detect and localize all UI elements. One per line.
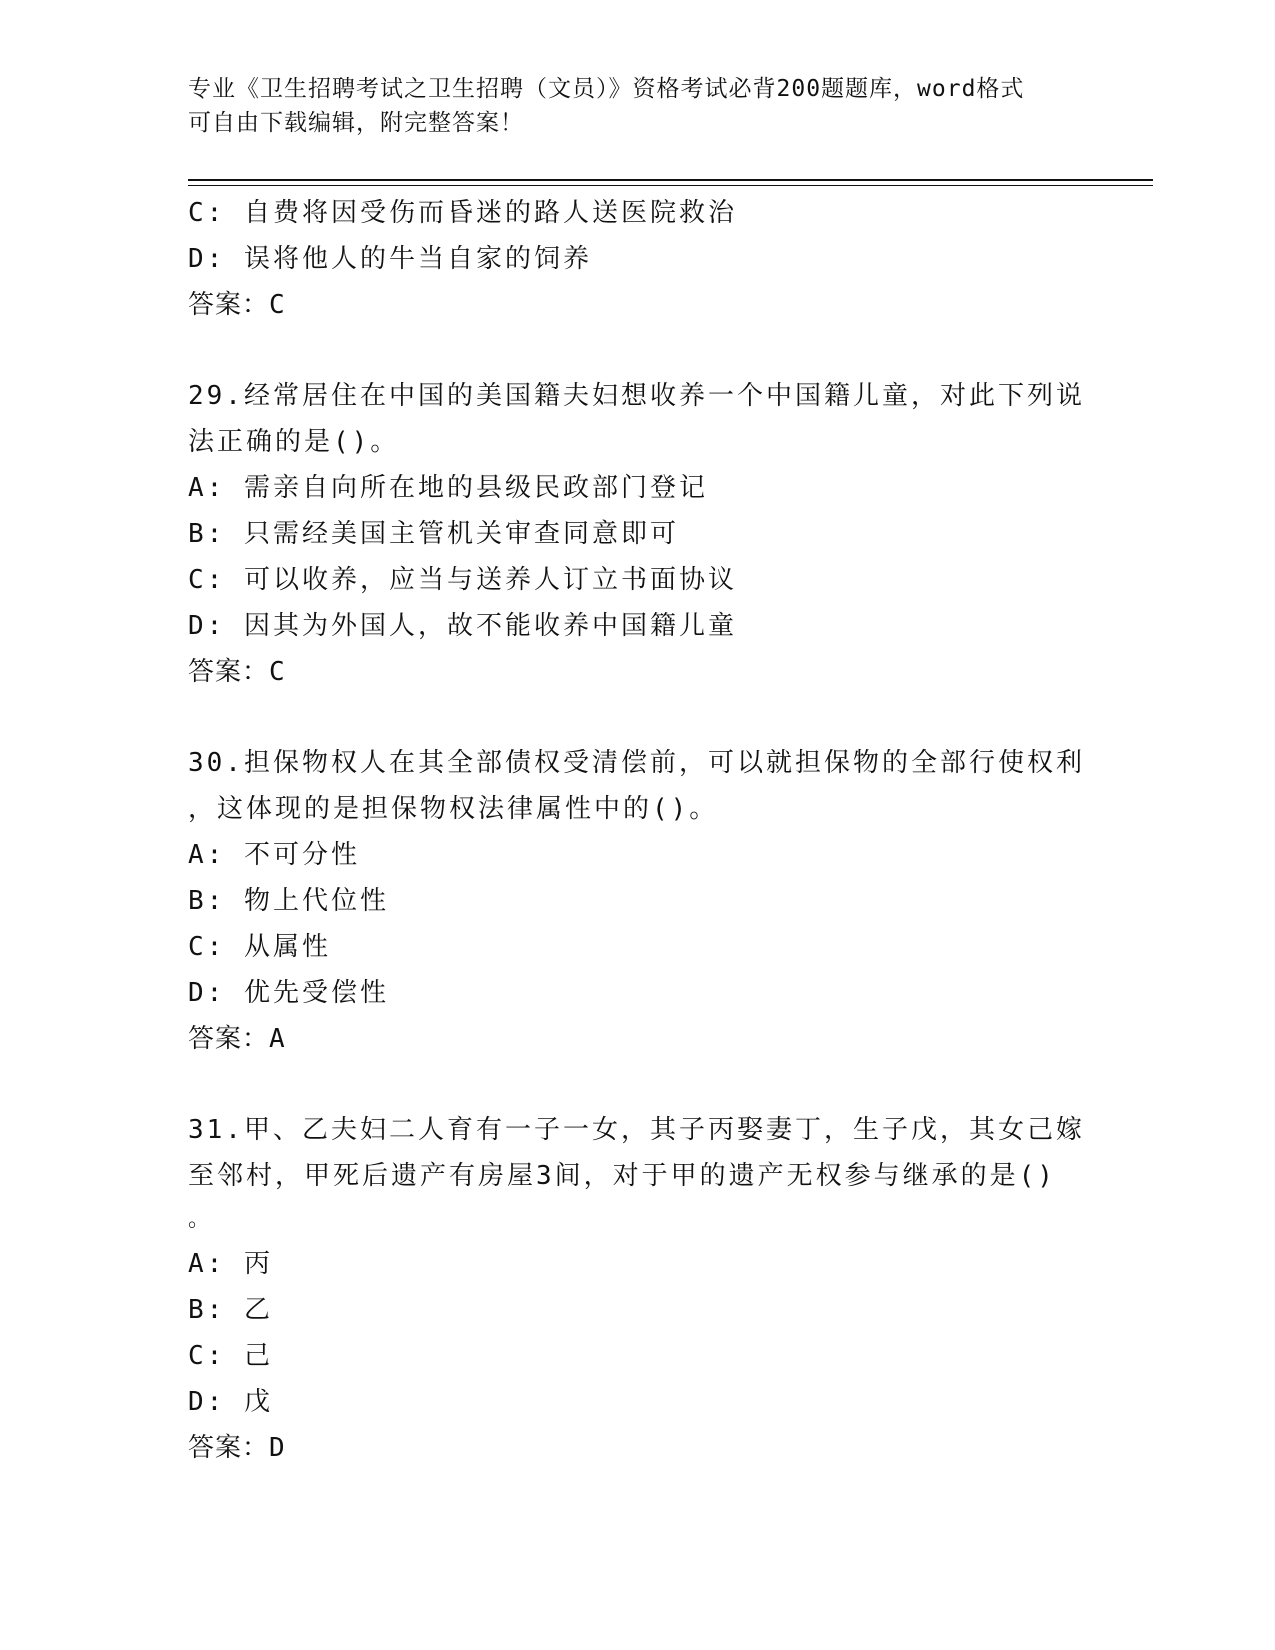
option-d bbox=[188, 236, 1088, 282]
option-letter: A: bbox=[188, 1249, 226, 1279]
option-letter: B: bbox=[188, 519, 226, 549]
answer-label: 答案： bbox=[188, 1024, 270, 1054]
header-rule-thin bbox=[188, 185, 1153, 186]
question-30 bbox=[188, 740, 1088, 1062]
answer-line bbox=[188, 282, 1088, 328]
option-letter: B: bbox=[188, 886, 226, 916]
option-text: 自费将因受伤而昏迷的路人送医院救治 bbox=[243, 198, 737, 228]
question-stem-line: 至邻村，甲死后遗产有房屋3间，对于甲的遗产无权参与继承的是() bbox=[188, 1161, 1056, 1191]
option-c bbox=[188, 557, 1088, 603]
answer-value: D bbox=[269, 1433, 286, 1463]
option-d bbox=[188, 603, 1088, 649]
option-a bbox=[188, 1241, 1088, 1287]
option-letter: D: bbox=[188, 1387, 226, 1417]
option-text: 戊 bbox=[243, 1387, 273, 1417]
question-stem-line: ，这体现的是担保物权法律属性中的()。 bbox=[188, 794, 719, 824]
answer-value: C bbox=[269, 290, 286, 320]
answer-line bbox=[188, 649, 1088, 695]
previous-question-tail bbox=[188, 190, 1088, 328]
question-content bbox=[188, 190, 1088, 1471]
option-letter: D: bbox=[188, 611, 226, 641]
option-b bbox=[188, 1287, 1088, 1333]
question-stem-line: 29.经常居住在中国的美国籍夫妇想收养一个中国籍儿童，对此下列说 bbox=[188, 381, 1085, 411]
question-stem-line: 法正确的是()。 bbox=[188, 427, 400, 457]
option-b bbox=[188, 878, 1088, 924]
option-a bbox=[188, 832, 1088, 878]
option-d bbox=[188, 1379, 1088, 1425]
option-text: 物上代位性 bbox=[243, 886, 389, 916]
option-letter: B: bbox=[188, 1295, 226, 1325]
header-rule-thick bbox=[188, 179, 1153, 181]
option-text: 因其为外国人，故不能收养中国籍儿童 bbox=[243, 611, 737, 641]
spacer bbox=[188, 695, 1088, 740]
question-stem-line: 31.甲、乙夫妇二人育有一子一女，其子丙娶妻丁，生子戊，其女己嫁 bbox=[188, 1115, 1085, 1145]
option-letter: D: bbox=[188, 244, 226, 274]
option-c bbox=[188, 190, 1088, 236]
option-letter: C: bbox=[188, 565, 226, 595]
option-text: 误将他人的牛当自家的饲养 bbox=[243, 244, 592, 274]
option-a bbox=[188, 465, 1088, 511]
option-b bbox=[188, 511, 1088, 557]
option-d bbox=[188, 970, 1088, 1016]
answer-label: 答案： bbox=[188, 290, 270, 320]
option-letter: C: bbox=[188, 1341, 226, 1371]
option-letter: D: bbox=[188, 978, 226, 1008]
option-c bbox=[188, 1333, 1088, 1379]
question-stem-line: 。 bbox=[188, 1207, 214, 1232]
spacer bbox=[188, 328, 1088, 373]
answer-label: 答案： bbox=[188, 1433, 270, 1463]
header-line-1: 专业《卫生招聘考试之卫生招聘（文员）》资格考试必背200题题库，word格式 bbox=[188, 76, 1025, 102]
option-letter: A: bbox=[188, 840, 226, 870]
question-stem-line: 30.担保物权人在其全部债权受清偿前，可以就担保物的全部行使权利 bbox=[188, 748, 1085, 778]
option-c bbox=[188, 924, 1088, 970]
answer-value: A bbox=[269, 1024, 286, 1054]
spacer bbox=[188, 1062, 1088, 1107]
answer-label: 答案： bbox=[188, 657, 270, 687]
header-line-2: 可自由下载编辑，附完整答案！ bbox=[188, 110, 524, 136]
answer-line bbox=[188, 1016, 1088, 1062]
option-text: 乙 bbox=[243, 1295, 273, 1325]
option-text: 不可分性 bbox=[243, 840, 360, 870]
question-31 bbox=[188, 1107, 1088, 1471]
option-letter: C: bbox=[188, 932, 226, 962]
document-header bbox=[188, 72, 1088, 140]
option-text: 优先受偿性 bbox=[243, 978, 389, 1008]
option-text: 可以收养，应当与送养人订立书面协议 bbox=[243, 565, 737, 595]
option-letter: A: bbox=[188, 473, 226, 503]
option-text: 只需经美国主管机关审查同意即可 bbox=[243, 519, 679, 549]
option-text: 需亲自向所在地的县级民政部门登记 bbox=[243, 473, 708, 503]
answer-value: C bbox=[269, 657, 286, 687]
answer-line bbox=[188, 1425, 1088, 1471]
option-text: 己 bbox=[243, 1341, 273, 1371]
question-29 bbox=[188, 373, 1088, 695]
option-text: 丙 bbox=[243, 1249, 273, 1279]
option-letter: C: bbox=[188, 198, 226, 228]
option-text: 从属性 bbox=[243, 932, 331, 962]
